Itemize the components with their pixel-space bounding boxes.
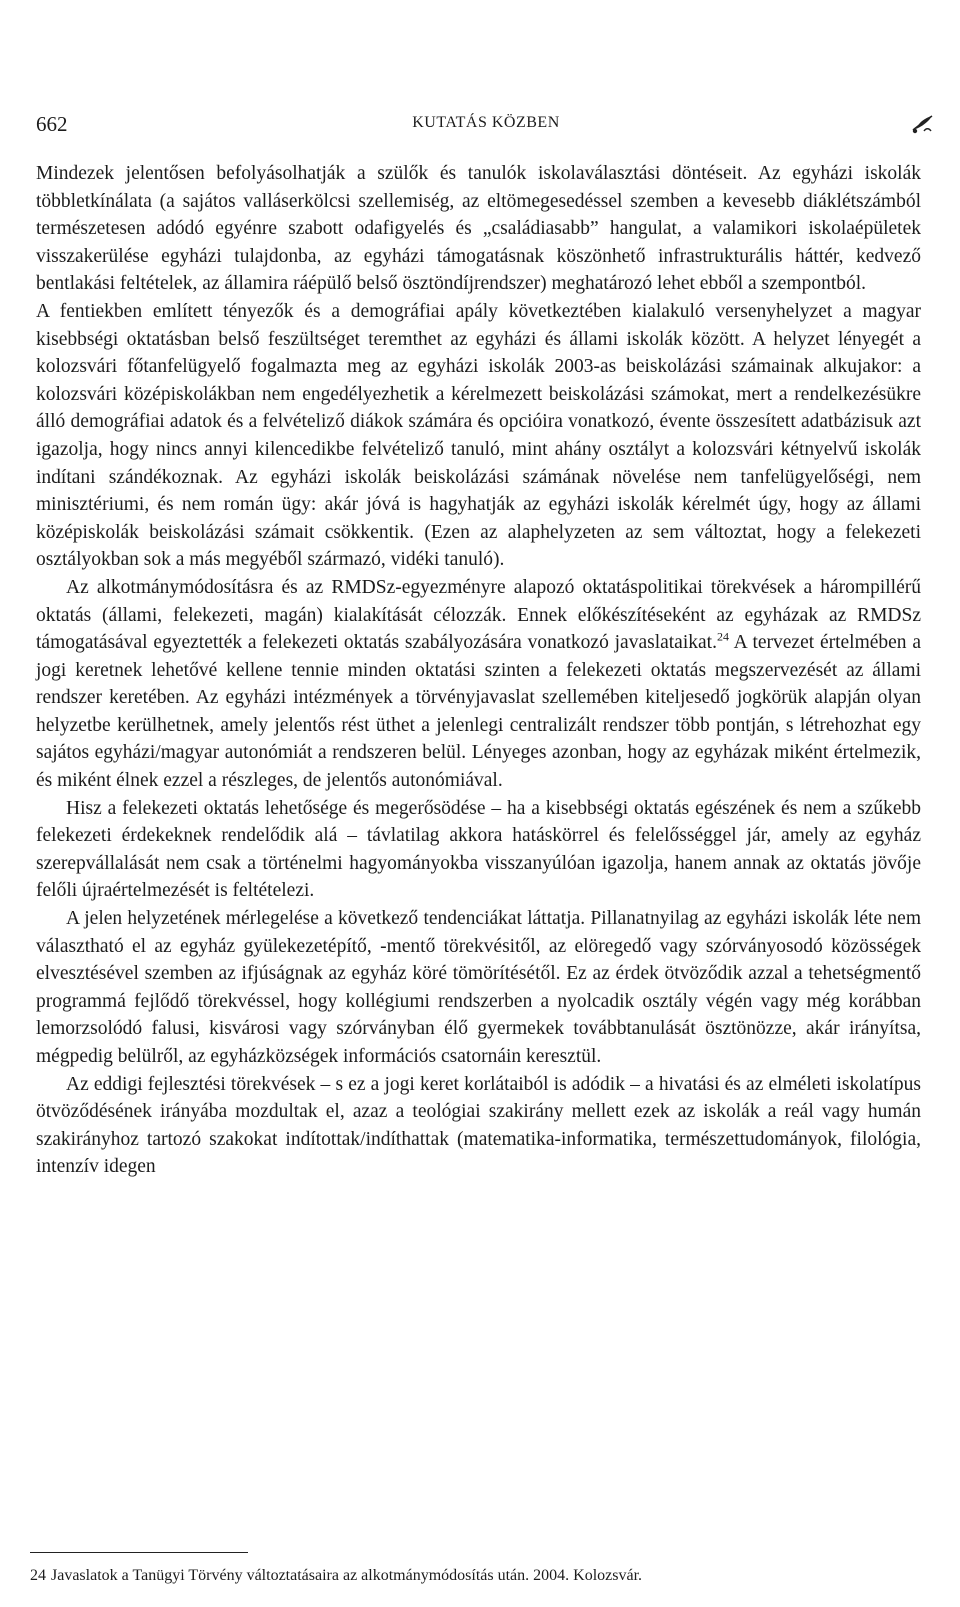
body-text [36,160,921,1181]
footnote [30,1566,930,1586]
paragraph-6: Az eddigi fejlesztési törekvések – s ez a jogi keret korlátaiból is adódik – a hivatási és az elméleti iskolatípus ötvöződésének irányába mozdultak el, azaz a teológiai szakirány mellett ezek az iskolák a reál vagy humán szakirányhoz tartozó szakokat indítottak/indíthattak (matematika-informatika, természettudományok, filológia, intenzív idegen [36,1073,921,1178]
paragraph-2: A fentiekben említett tényezők és a demográfiai apály következtében kialakuló versenyhelyzet a magyar kisebbségi oktatásban belső feszültséget teremthet az egyházi és állami iskolák között. A helyzet lényegét a kolozsvári főtanfelügyelő fogalmazta meg az egyházi iskolák 2003-as beiskolázási számainak alkujakor: a kolozsvári középiskolákban nem engedélyezhetik a kérelmezett beiskolázási számokat, mert a rendelkezésükre álló demográfiai adatok és a felvételiző diákok számára és opcióira vonatkozó, évente összesített adatbázisuk azt igazolja, hogy nincs annyi kilencedikbe felvételiző tanuló, mint ahány osztályt a kolozsvári kétnyelvű iskolák indítani szándékoznak. Az egyházi iskolák beiskolázási számának növelése nem tanfelügyelőségi, nem minisztériumi, és nem román ügy: akár jóvá is hagyhatják az egyházi iskolák kérelmét úgy, hogy az állami középiskolák beiskolázási számait csökkentik. (Ezen az alaphelyzeten az sem változtat, hogy a felekezeti osztályokban sok a más megyéből származó, vidéki tanuló). [36,300,921,571]
paragraph-3 [36,574,921,795]
footnote-reference[interactable]: 24 [716,629,729,644]
footnote-divider [30,1552,248,1553]
footnote-text: Javaslatok a Tanügyi Törvény változtatásaira az alkotmánymódosítás után. 2004. Kolozsvár. [51,1567,643,1584]
page-number: 662 [36,112,68,136]
paragraph-3-continuation: A tervezet értelmében a jogi keretnek lehetővé kellene tennie minden oktatási szinten a felekezeti oktatás megszervezését az állami rendszer keretében. Az egyházi intézmények a törvényjavaslat szellemében kiteljesedő jogkörük alapján olyan helyzetbe kerülhetnek, amely jelentős rést üthet a jelenlegi centralizált rendszer több pontján, s létrehozhat egy sajátos egyházi/magyar autonómiát a rendszeren belül. Lényeges azonban, hogy az egyházak miként értelmezik, és miként élnek ezzel a részleges, de jelentős autonómiával. [36,632,921,792]
paragraph-3-text: Az alkotmánymódosításra és az RMDSz-egyezményre alapozó oktatáspolitikai törekvések a hárompillérű oktatás (állami, felekezeti, magán) kialakítását célozzák. Ennek előkészítéseként az egyházak az RMDSz támogatásával egyeztették a felekezeti oktatás szabályozására vonatkozó javaslataikat. [36,576,921,654]
footnote-number: 24 [30,1567,46,1584]
paragraph-4: Hisz a felekezeti oktatás lehetősége és megerősödése – ha a kisebbségi oktatás egészének és nem a szűkebb felekezeti érdekeknek rendelődik alá – távlatilag akkora hatáskörrel és felelősséggel jár, amely az egyház szerepvállalását nem csak a történelmi hagyományokba visszanyúlóan igazolja, hanem annak az oktatás jövője felőli újraértelmezését is feltételezi. [36,797,921,902]
page-header [36,112,936,142]
running-title: KUTATÁS KÖZBEN [412,114,560,131]
paragraph-5: A jelen helyzetének mérlegelése a következő tendenciákat láttatja. Pillanatnyilag az egyházi iskolák léte nem választható el az egyház gyülekezetépítő, -mentő törekvésitől, az elöregedő vagy szórványosodó közösségek elvesztésével szemben az ifjúságnak az egyház köré tömörítésétől. Ez az érdek ötvöződik azzal a tehetségmentő programmá fejlődő törekvéssel, hogy kollégiumi rendszerben a nyolcadik osztály végén vagy még korábban lemorzsolódó falusi, kisvárosi vagy szórványban élő gyermekek továbbtanulását ösztönözze, akár irányítsa, mégpedig belülről, az egyházközségek információs csatornáin keresztül. [36,908,921,1067]
paragraph-1: Mindezek jelentősen befolyásolhatják a szülők és tanulók iskolaválasztási döntéseit. Az egyházi iskolák többletkínálata (a sajátos valláserkölcsi szellemiség, az eltömegesedéssel szemben a kevesebb diáklétszámból természetesen adódó egyénre szabott odafigyelés és „családiasabb” hangulat, a valamikori iskolaépületek visszakerülése egyházi tulajdonba, az egyházi támogatásnak köszönhető infrastrukturális háttér, kedvező bentlakási feltételek, az államira ráépülő belső ösztöndíjrendszer) meghatározó lehet ebből a szempontból. [36,163,921,295]
quill-ornament-icon [910,112,936,136]
